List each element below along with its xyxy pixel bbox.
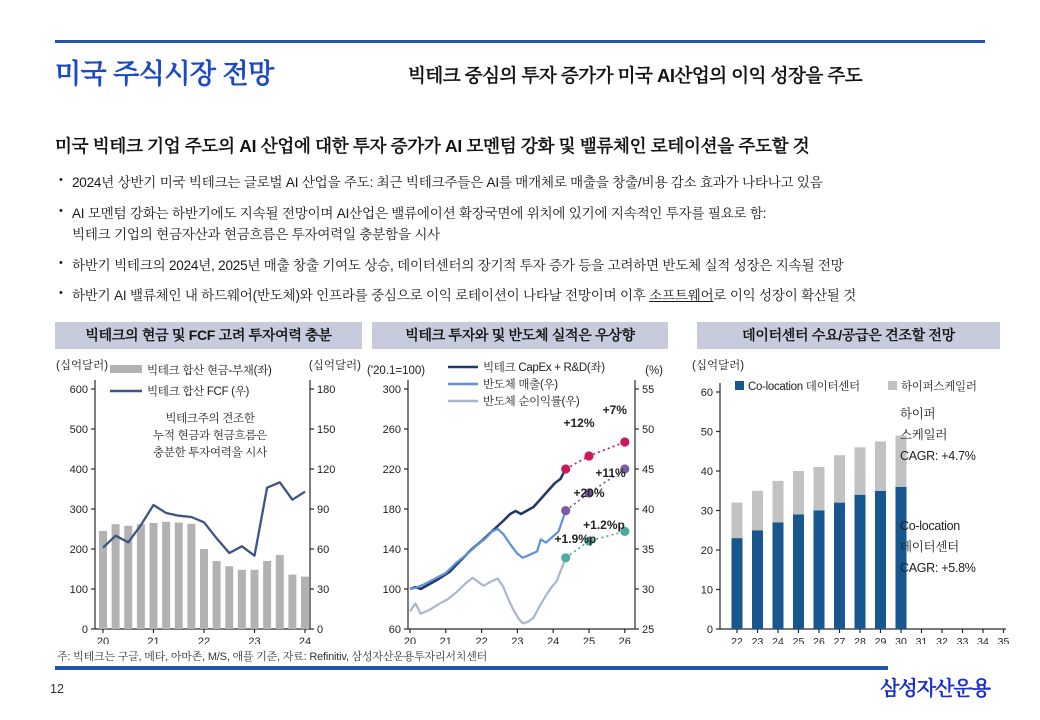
svg-text:23: 23 — [751, 636, 764, 644]
fcf-line — [103, 482, 305, 555]
footnote: 주: 빅테크는 구글, 메타, 아마존, M/S, 애플 기준, 자료: Refinitiv, 삼성자산운용투자리서치센터 — [57, 651, 488, 663]
chart-header-cash-fcf: 빅테크의 현금 및 FCF 고려 투자여력 충분 — [55, 322, 362, 349]
headline: 미국 빅테크 기업 주도의 AI 산업에 대한 투자 증가가 AI 모멘텀 강화 및 밸류체인 로테이션을 주도할 것 — [55, 136, 810, 156]
series-line-1 — [410, 511, 566, 589]
bullet-item: • 2024년 상반기 미국 빅테크는 글로벌 AI 산업을 주도: 최근 빅테크주들은 AI를 매개체로 매출을 창출/비용 감소 효과가 나타나고 있음 — [58, 172, 998, 194]
svg-text:300: 300 — [69, 504, 88, 516]
svg-text:빅테크 합산 FCF (우): 빅테크 합산 FCF (우) — [147, 386, 250, 398]
svg-text:600: 600 — [69, 384, 88, 396]
svg-text:(십억달러): (십억달러) — [308, 360, 361, 372]
svg-text:100: 100 — [69, 584, 88, 596]
svg-text:25: 25 — [792, 636, 805, 644]
svg-text:40: 40 — [642, 504, 655, 516]
datacenter-chart — [690, 352, 1010, 649]
svg-text:180: 180 — [317, 384, 336, 396]
svg-text:35: 35 — [997, 636, 1010, 644]
svg-text:20: 20 — [403, 636, 417, 644]
svg-text:24: 24 — [547, 636, 560, 644]
svg-text:100: 100 — [382, 584, 401, 596]
company-logo: 삼성자산운용 — [880, 678, 990, 700]
svg-text:빅테크주의 견조한: 빅테크주의 견조한 — [165, 413, 255, 425]
svg-text:220: 220 — [382, 464, 401, 476]
svg-text:32: 32 — [936, 636, 948, 644]
svg-text:스케일러: 스케일러 — [900, 428, 948, 442]
svg-text:(%): (%) — [645, 365, 663, 377]
svg-text:33: 33 — [956, 636, 969, 644]
svg-text:+1.2%p: +1.2%p — [583, 518, 625, 532]
svg-text:21: 21 — [147, 636, 160, 644]
svg-text:60: 60 — [700, 387, 713, 399]
svg-text:30: 30 — [700, 505, 713, 518]
svg-text:(십억달러): (십억달러) — [692, 360, 745, 372]
chart-header-datacenter: 데이터센터 수요/공급은 견조할 전망 — [697, 322, 1000, 349]
svg-text:400: 400 — [69, 464, 88, 476]
svg-text:34: 34 — [977, 636, 989, 644]
svg-text:CAGR: +5.8%: CAGR: +5.8% — [900, 561, 976, 575]
svg-text:빅테크 합산 현금-부채(좌): 빅테크 합산 현금-부채(좌) — [147, 365, 272, 377]
svg-text:50: 50 — [642, 424, 655, 436]
svg-text:+1.9%p: +1.9%p — [554, 532, 597, 546]
svg-text:55: 55 — [642, 384, 655, 396]
svg-text:40: 40 — [700, 466, 713, 478]
svg-text:28: 28 — [854, 636, 866, 644]
page-number: 12 — [50, 682, 64, 696]
page-subtitle: 빅테크 중심의 투자 증가가 미국 AI산업의 이익 성장을 주도 — [408, 65, 863, 86]
svg-text:31: 31 — [915, 636, 928, 644]
svg-text:22: 22 — [197, 636, 211, 644]
svg-text:22: 22 — [475, 636, 488, 644]
svg-text:140: 140 — [382, 544, 401, 556]
svg-text:Co-location 데이터센터: Co-location 데이터센터 — [748, 381, 860, 393]
svg-text:23: 23 — [248, 636, 261, 644]
series-line-2 — [410, 558, 566, 624]
svg-text:24: 24 — [772, 636, 784, 644]
svg-text:300: 300 — [382, 384, 401, 396]
panel-capex-semis — [365, 322, 665, 649]
svg-text:90: 90 — [317, 504, 330, 516]
panel-cash-fcf — [55, 322, 362, 649]
page-title: 미국 주식시장 전망 — [55, 59, 274, 89]
svg-text:26: 26 — [618, 636, 631, 644]
svg-text:0: 0 — [81, 624, 88, 636]
svg-text:180: 180 — [382, 504, 401, 516]
svg-text:500: 500 — [69, 424, 88, 436]
panel-datacenter — [690, 322, 1010, 649]
projection-line-0 — [566, 442, 625, 469]
svg-text:50: 50 — [700, 426, 713, 439]
svg-text:20: 20 — [96, 636, 110, 644]
svg-text:하이퍼스케일러: 하이퍼스케일러 — [901, 381, 977, 393]
svg-text:0: 0 — [317, 624, 324, 636]
svg-text:20: 20 — [700, 545, 713, 557]
svg-text:26: 26 — [813, 636, 825, 644]
svg-text:200: 200 — [69, 544, 88, 556]
svg-text:24: 24 — [298, 636, 312, 644]
bullet-item: • 하반기 빅테크의 2024년, 2025년 매출 창출 기여도 상승, 데이터센터의 장기적 투자 증가 등을 고려하면 반도체 실적 성장은 지속될 전망 — [58, 255, 998, 277]
svg-text:+7%: +7% — [602, 403, 627, 417]
bullet-item: • AI 모멘텀 강화는 하반기에도 지속될 전망이며 AI산업은 밸류에이션 확장국면에 위치에 있기에 지속적인 투자를 필요로 함: 빅테크 기업의 현금자산과 현금흐름은 투자여력일 충분함을 시사 — [58, 203, 998, 246]
svg-text:+11%: +11% — [595, 466, 626, 480]
top-rule — [55, 40, 985, 43]
svg-text:반도체 매출(우): 반도체 매출(우) — [483, 379, 558, 391]
svg-text:(십억달러): (십억달러) — [56, 360, 109, 372]
svg-text:23: 23 — [511, 636, 524, 644]
cash-fcf-chart — [55, 352, 362, 649]
svg-text:('20.1=100): ('20.1=100) — [367, 365, 426, 377]
svg-text:누적 현금과 현금흐름은: 누적 현금과 현금흐름은 — [153, 430, 267, 442]
series-line-0 — [410, 469, 566, 589]
svg-text:150: 150 — [317, 424, 336, 436]
svg-text:22: 22 — [731, 636, 743, 644]
bottom-rule — [55, 666, 888, 670]
svg-text:260: 260 — [382, 424, 401, 436]
svg-text:+12%: +12% — [563, 416, 595, 430]
svg-text:하이퍼: 하이퍼 — [900, 407, 936, 421]
svg-text:60: 60 — [317, 544, 330, 556]
bullet-item: • 하반기 AI 밸류체인 내 하드웨어(반도체)와 인프라를 중심으로 이익 로테이션이 나타날 전망이며 이후 소프트웨어로 이익 성장이 확산될 것 — [58, 285, 998, 307]
bullet-list — [58, 172, 998, 316]
svg-text:21: 21 — [439, 636, 452, 644]
svg-text:45: 45 — [642, 464, 655, 476]
svg-text:빅테크 CapEx + R&D(좌): 빅테크 CapEx + R&D(좌) — [483, 362, 605, 374]
chart-header-capex-semis: 빅테크 투자와 및 반도체 실적은 우상향 — [372, 322, 668, 349]
svg-text:29: 29 — [874, 636, 887, 644]
capex-semis-chart — [365, 352, 665, 649]
bullet-continuation: 빅테크 기업의 현금자산과 현금흐름은 투자여력일 충분함을 시사 — [72, 227, 441, 243]
svg-text:25: 25 — [642, 624, 655, 636]
svg-text:60: 60 — [388, 624, 401, 636]
svg-text:10: 10 — [700, 584, 713, 597]
svg-text:30: 30 — [895, 636, 907, 644]
svg-text:Co-location: Co-location — [900, 519, 960, 533]
svg-text:+20%: +20% — [573, 486, 605, 500]
svg-text:충분한 투자여력을 시사: 충분한 투자여력을 시사 — [153, 447, 267, 459]
svg-text:반도체 순이익률(우): 반도체 순이익률(우) — [483, 396, 580, 408]
svg-text:30: 30 — [317, 584, 330, 596]
svg-text:0: 0 — [706, 624, 713, 636]
svg-text:30: 30 — [642, 584, 655, 596]
svg-text:35: 35 — [642, 544, 655, 556]
svg-text:27: 27 — [833, 636, 846, 644]
svg-text:CAGR: +4.7%: CAGR: +4.7% — [900, 449, 976, 463]
svg-text:데이터센터: 데이터센터 — [900, 540, 959, 554]
svg-text:120: 120 — [317, 464, 336, 476]
svg-text:25: 25 — [582, 636, 596, 644]
